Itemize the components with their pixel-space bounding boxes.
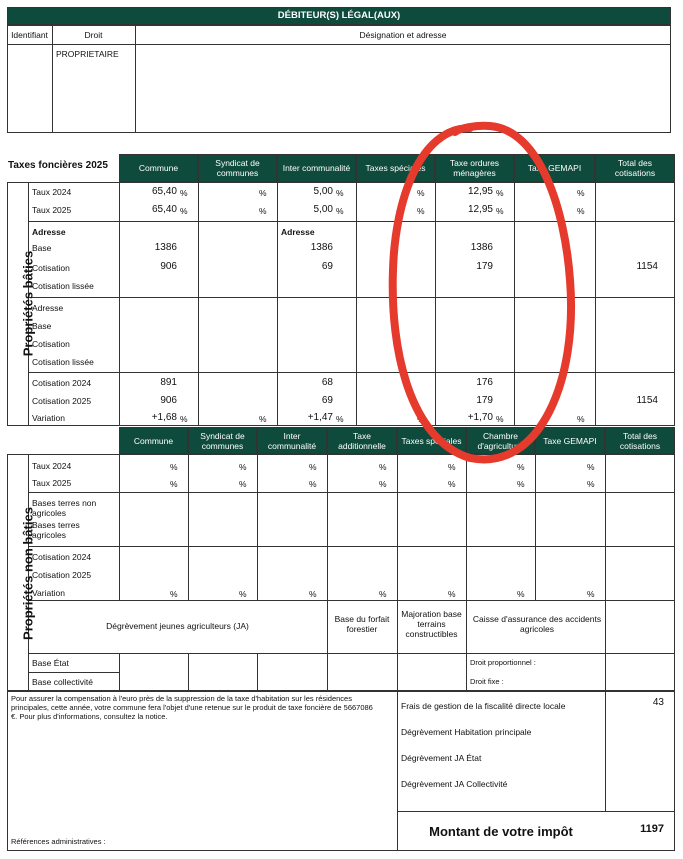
bati-inter-adresse-label: Adresse: [281, 227, 315, 237]
bati-base2-label: Base: [32, 321, 52, 331]
nb-taux-2024-label: Taux 2024: [32, 461, 72, 471]
bati-var-inter: +1,47: [307, 412, 333, 423]
nb-header-chambre: Chambre d'agriculture: [466, 427, 535, 454]
pct: %: [180, 414, 188, 424]
pct: %: [239, 479, 247, 489]
pct: %: [336, 414, 344, 424]
bati-cot2024-inter: 68: [321, 377, 333, 388]
col-designation: Désignation et adresse: [359, 30, 447, 40]
bati-taux-2025-ordures: 12,95: [467, 204, 493, 215]
side-label-nonbati: Propriétés non bâties: [20, 507, 36, 640]
pct: %: [517, 462, 525, 472]
nb-header-commune: Commune: [119, 427, 188, 454]
col-identifiant: Identifiant: [11, 30, 48, 40]
bati-cot2025-total: 1154: [636, 395, 658, 406]
pct: %: [587, 589, 595, 599]
nb-cot2024-label: Cotisation 2024: [32, 552, 92, 562]
bati-cot2024-label: Cotisation 2024: [32, 378, 92, 388]
bati-base-label: Base: [32, 243, 52, 253]
bati-taux-2024-commune: 65,40: [151, 186, 177, 197]
bati-cot-ordures: 179: [476, 261, 493, 272]
nb-header-syndicat: Syndicat de communes: [188, 427, 257, 454]
nb-base-etat: Base État: [32, 658, 69, 668]
bati-taux-2024-inter: 5,00: [313, 186, 333, 197]
pct: %: [379, 479, 387, 489]
pct: %: [577, 188, 585, 198]
pct: %: [417, 188, 425, 198]
bati-cot2024-commune: 891: [160, 377, 177, 388]
bati-cotisation-lissee-label: Cotisation lissée: [32, 281, 94, 291]
degr-ja-coll-label: Dégrèvement JA Collectivité: [401, 779, 508, 789]
bati-cot2025-label: Cotisation 2025: [32, 396, 92, 406]
pct: %: [259, 188, 267, 198]
nb-taux-2025-label: Taux 2025: [32, 478, 72, 488]
pct: %: [309, 479, 317, 489]
frais-label: Frais de gestion de la fiscalité directe locale: [401, 701, 566, 711]
bati-cot2025-inter: 69: [321, 395, 333, 406]
bati-cot2025-ordures: 179: [476, 395, 493, 406]
col-droit: Droit: [84, 30, 103, 40]
pct: %: [587, 479, 595, 489]
nb-bases-agricoles: Bases terres agricoles: [32, 520, 80, 540]
nb-caisse: Caisse d'assurance des accidents agricoles: [472, 614, 602, 634]
frais-value: 43: [652, 697, 664, 708]
montant-label: Montant de votre impôt: [429, 824, 573, 839]
debiteur-title: DÉBITEUR(S) LÉGAL(AUX): [7, 7, 671, 25]
nb-majoration: Majoration base terrains constructibles: [401, 609, 462, 639]
bati-base-inter: 1386: [310, 242, 333, 253]
pct: %: [587, 462, 595, 472]
pct: %: [336, 188, 344, 198]
pct: %: [259, 414, 267, 424]
bati-header-taxes-speciales: Taxes spéciales: [356, 154, 435, 182]
pct: %: [417, 206, 425, 216]
bati-base-ordures: 1386: [470, 242, 493, 253]
pct: %: [417, 414, 425, 424]
bati-variation-label: Variation: [32, 413, 65, 423]
pct: %: [496, 414, 504, 424]
bati-cotisation-label: Cotisation: [32, 263, 70, 273]
bati-cot-inter: 69: [321, 261, 333, 272]
nb-degrevement-ja: Dégrèvement jeunes agriculteurs (JA): [106, 621, 249, 631]
bati-taux-2024-label: Taux 2024: [32, 187, 72, 197]
nb-header-gemapi: Taxe GEMAPI: [535, 427, 605, 454]
pct: %: [448, 479, 456, 489]
bati-base-commune: 1386: [154, 242, 177, 253]
pct: %: [379, 462, 387, 472]
pct: %: [170, 462, 178, 472]
pct: %: [448, 589, 456, 599]
nb-cot2025-label: Cotisation 2025: [32, 570, 92, 580]
montant-value: 1197: [640, 823, 664, 835]
bati-cot-total: 1154: [636, 261, 658, 272]
degr-ja-etat-label: Dégrèvement JA État: [401, 753, 482, 763]
bati-var-commune: +1,68: [151, 412, 177, 423]
bati-taux-2025-label: Taux 2025: [32, 205, 72, 215]
section-title-taxes-foncieres: Taxes foncières 2025: [8, 160, 108, 171]
nb-header-speciales: Taxes spéciales: [397, 427, 466, 454]
bati-header-gemapi: Taxe GEMAPI: [514, 154, 595, 182]
footer-note: Pour assurer la compensation à l'euro près de la suppression de la taxe d'habitation sur les résidences principales, cette année, votre commune fera l'objet d'une retenue sur le produit de taxe foncière de 5667086 €. Pour plus d'informations, consultez la notice.: [11, 694, 373, 721]
pct: %: [170, 589, 178, 599]
bati-cot-commune: 906: [160, 261, 177, 272]
pct: %: [309, 589, 317, 599]
pct: %: [496, 188, 504, 198]
bati-header-commune: Commune: [119, 154, 198, 182]
pct: %: [448, 462, 456, 472]
pct: %: [379, 589, 387, 599]
bati-header-ordures: Taxe ordures ménagères: [435, 154, 514, 182]
bati-header-intercommunalite: Inter communalité: [277, 154, 356, 182]
nb-header-total: Total des cotisations: [605, 427, 675, 454]
nb-variation-label: Variation: [32, 588, 65, 598]
bati-cotisation-lissee2-label: Cotisation lissée: [32, 357, 94, 367]
bati-adresse2-label: Adresse: [32, 303, 64, 313]
droit-value: PROPRIETAIRE: [56, 49, 119, 59]
pct: %: [259, 206, 267, 216]
pct: %: [577, 414, 585, 424]
bati-adresse-bold: Adresse: [32, 227, 66, 237]
bati-cot2025-commune: 906: [160, 395, 177, 406]
nb-base-forfait: Base du forfait forestier: [334, 614, 390, 634]
bati-cotisation2-label: Cotisation: [32, 339, 70, 349]
bati-header-syndicat: Syndicat de communes: [198, 154, 277, 182]
pct: %: [239, 462, 247, 472]
pct: %: [577, 206, 585, 216]
bati-cot2024-ordures: 176: [476, 377, 493, 388]
nb-droit-proportionnel: Droit proportionnel :: [470, 658, 536, 667]
pct: %: [309, 462, 317, 472]
pct: %: [170, 479, 178, 489]
pct: %: [239, 589, 247, 599]
bati-taux-2025-inter: 5,00: [313, 204, 333, 215]
bati-var-ordures: +1,70: [467, 412, 493, 423]
pct: %: [180, 188, 188, 198]
pct: %: [496, 206, 504, 216]
bati-taux-2024-ordures: 12,95: [467, 186, 493, 197]
footer-refs: Références administratives :: [11, 837, 106, 846]
nb-header-inter: Inter communalité: [257, 427, 327, 454]
bati-taux-2025-commune: 65,40: [151, 204, 177, 215]
nb-header-additionnelle: Taxe additionnelle: [327, 427, 397, 454]
pct: %: [517, 479, 525, 489]
degr-hp-label: Dégrèvement Habitation principale: [401, 727, 532, 737]
bati-header-total: Total des cotisations: [595, 154, 675, 182]
pct: %: [336, 206, 344, 216]
pct: %: [517, 589, 525, 599]
nb-base-collectivite: Base collectivité: [32, 677, 93, 687]
nb-droit-fixe: Droit fixe :: [470, 677, 504, 686]
pct: %: [180, 206, 188, 216]
nb-bases-non-agricoles: Bases terres non agricoles: [32, 498, 97, 518]
side-label-bati: Propriétés bâties: [20, 250, 36, 357]
